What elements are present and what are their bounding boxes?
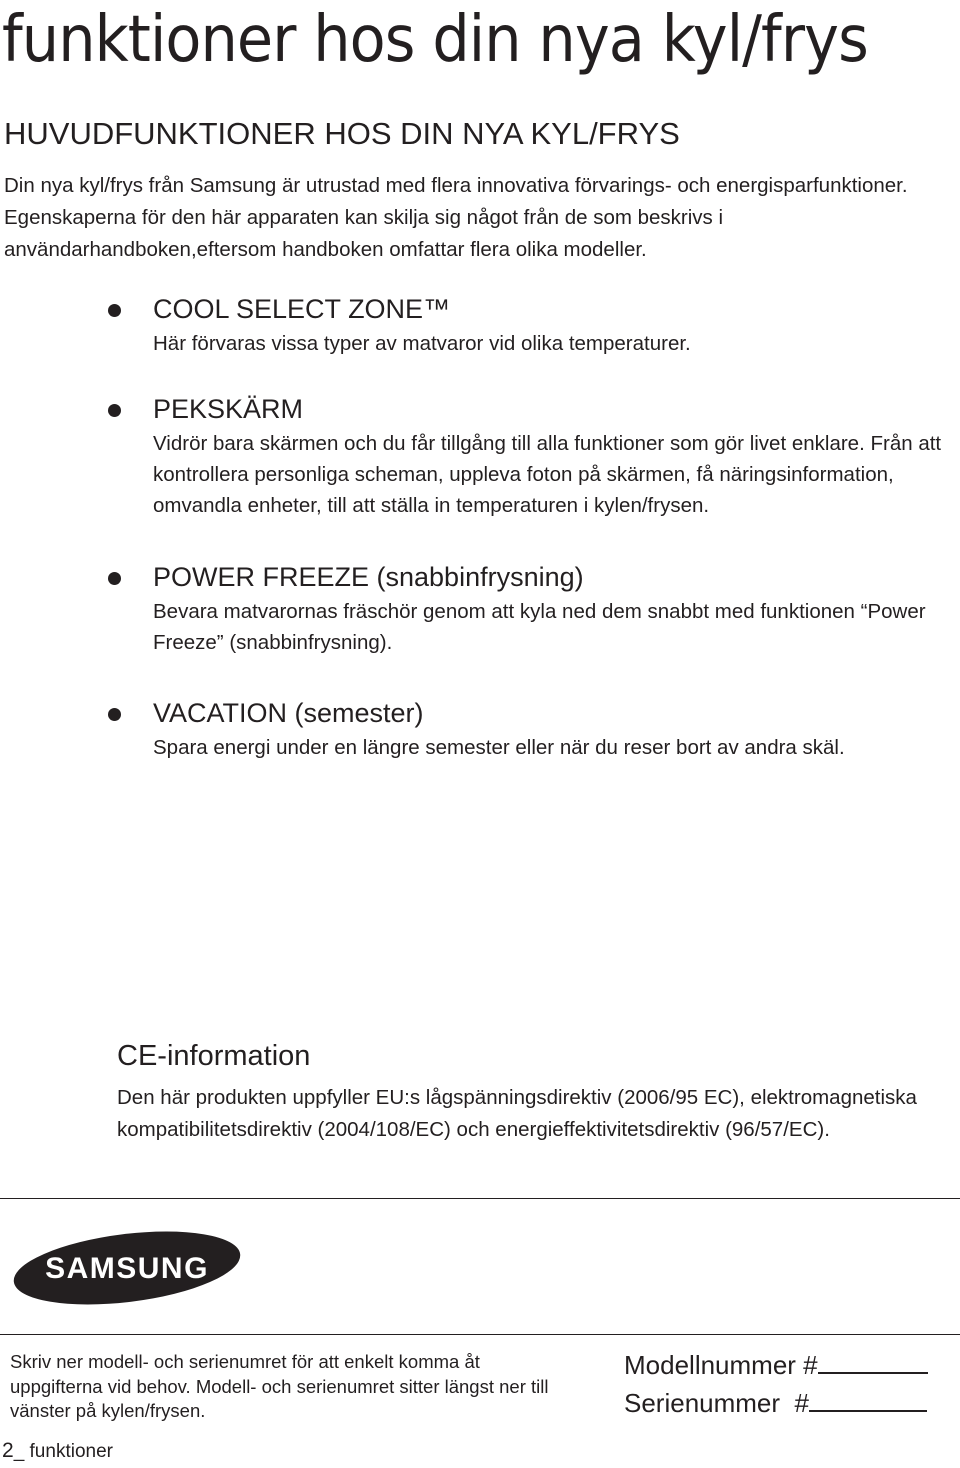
feature-title: VACATION (semester) [153, 698, 424, 728]
bullet-icon [108, 708, 121, 721]
section-heading: HUVUDFUNKTIONER HOS DIN NYA KYL/FRYS [4, 116, 680, 151]
footer-section: _ funktioner [13, 1441, 113, 1462]
serial-number-blank [809, 1386, 927, 1412]
ce-text: Den här produkten uppfyller EU:s lågspänningsdirektiv (2006/95 EC), elektromagnetiska kompatibilitetsdirektiv (2004/108/EC) och energieffektivitetsdirektiv (96/57/EC). [117, 1086, 917, 1141]
logo-text: SAMSUNG [45, 1252, 209, 1285]
bullet-icon [108, 572, 121, 585]
feature-title: COOL SELECT ZONE™ [153, 294, 451, 324]
model-number-label: Modellnummer # [624, 1350, 818, 1380]
bullet-icon [108, 304, 121, 317]
divider [0, 1198, 960, 1199]
divider [0, 1334, 960, 1335]
feature-item-power-freeze [110, 558, 960, 694]
serial-number-row [624, 1386, 927, 1420]
bullet-icon [108, 404, 121, 417]
model-number-blank [818, 1348, 928, 1374]
feature-item-pekskarm [110, 390, 960, 558]
model-note: Skriv ner modell- och serienumret för att enkelt komma åt uppgifterna vid behov. Modell- och serienumret sitter längst ner till vänster på kylen/frysen. [10, 1351, 549, 1421]
samsung-logo [12, 1229, 242, 1307]
feature-list [110, 290, 960, 774]
feature-description: Spara energi under en längre semester eller när du reser bort av andra skäl. [153, 736, 845, 759]
feature-item-cool-select-zone [110, 290, 960, 390]
page-title: funktioner hos din nya kyl/frys [2, 3, 868, 77]
model-number-row [624, 1348, 928, 1382]
page-footer [2, 1438, 113, 1465]
feature-description: Här förvaras vissa typer av matvaror vid olika temperaturer. [153, 332, 691, 355]
page-number: 2 [2, 1439, 14, 1462]
feature-title: POWER FREEZE (snabbinfrysning) [153, 562, 584, 592]
serial-number-label: Serienummer # [624, 1388, 809, 1418]
ce-heading: CE-information [117, 1040, 311, 1072]
intro-line-1: Din nya kyl/frys från Samsung är utrustad med flera innovativa förvarings- och energisparfunktioner. [4, 174, 908, 197]
feature-description: Vidrör bara skärmen och du får tillgång till alla funktioner som gör livet enklare. Från att kontrollera personliga scheman, uppleva foton på skärmen, få näringsinformation, omvandla enheter, till att ställa in temperaturen i kylen/frysen. [153, 432, 942, 517]
intro-line-2: Egenskaperna för den här apparaten kan skilja sig något från de som beskrivs i användarhandboken,eftersom handboken omfattar flera olika modeller. [4, 206, 724, 261]
intro-text [4, 170, 960, 266]
feature-description: Bevara matvarornas fräschör genom att kyla ned dem snabbt med funktionen “Power Freeze” (snabbinfrysning). [153, 600, 926, 654]
feature-title: PEKSKÄRM [153, 394, 304, 424]
feature-item-vacation [110, 694, 960, 774]
